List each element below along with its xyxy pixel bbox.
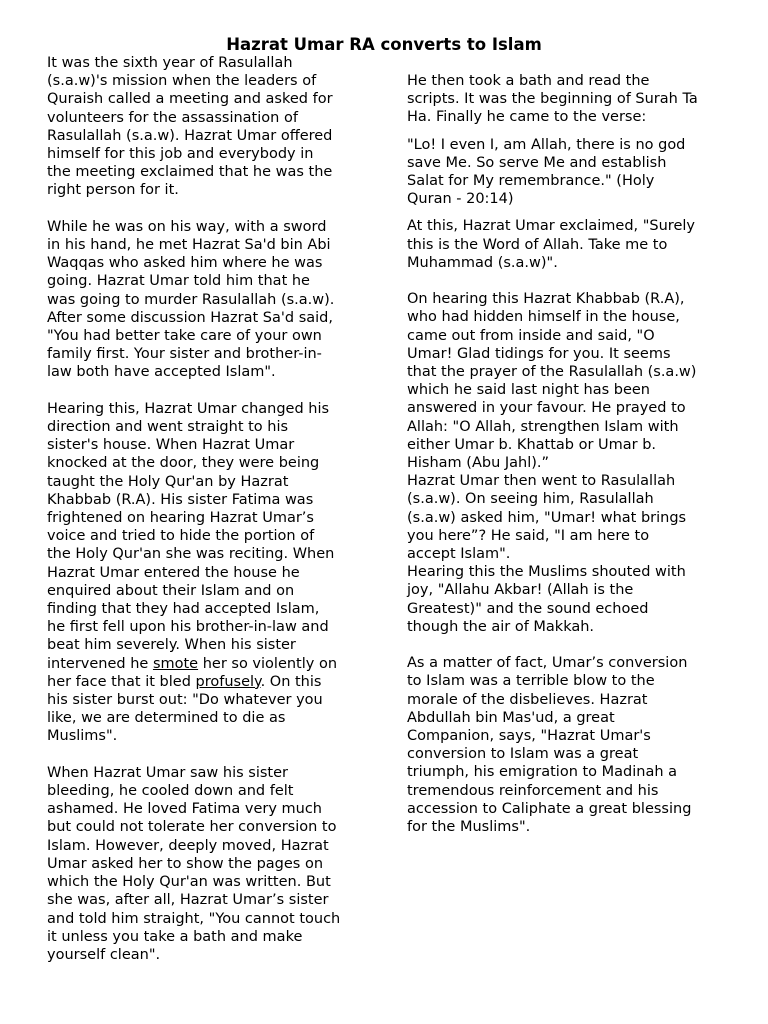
paragraph: On hearing this Hazrat Khabbab (R.A), who had hidden himself in the house, came out from inside and said, "O Umar! Glad tidings for you. It seems that the prayer of the Rasulallah (s.a.w) which he said last night has been answered in your favour. He prayed to Allah: "O Allah, strengthen Islam with either Umar b. Khattab or Umar b. Hisham (Abu Jahl).”	[407, 291, 697, 472]
paragraph: He then took a bath and read the scripts. It was the beginning of Surah Ta Ha. Finally he came to the verse:	[407, 73, 698, 126]
paragraph: At this, Hazrat Umar exclaimed, "Surely this is the Word of Allah. Take me to Muhammad (s.a.w)".	[407, 218, 695, 271]
paragraph: Hearing this the Muslims shouted with joy, "Allahu Akbar! (Allah is the Greatest)" and the sound echoed though the air of Makkah.	[407, 564, 686, 635]
left-column	[47, 54, 365, 964]
underlined-word-profusely: profusely	[195, 673, 261, 690]
paragraph: While he was on his way, with a sword in his hand, he met Hazrat Sa'd bin Abi Waqqas who asked him where he was going. Hazrat Umar told him that he was going to murder Rasulallah (s.a.w). After some discussion Hazrat Sa'd said, "You had better take care of your own family first. Your sister and brother-in- law both have accepted Islam".	[47, 218, 335, 381]
paragraph: As a matter of fact, Umar’s conversion to Islam was a terrible blow to the morale of the disbelieves. Hazrat Abdullah bin Mas'ud, a great Companion, says, "Hazrat Umar's conversion to Islam was a great triumph, his emigration to Madinah a tremendous reinforcement and his accession to Caliphate a great blessing for the Muslims".	[407, 655, 692, 836]
paragraph: It was the sixth year of Rasulallah (s.a.w)'s mission when the leaders of Quraish called a meeting and asked for volunteers for the assassination of Rasulallah (s.a.w). Hazrat Umar offered himself for this job and everybody in the meeting exclaimed that he was the right person for it.	[47, 55, 333, 199]
right-column	[407, 72, 725, 836]
text-run: her so violently on her face that it bled	[47, 655, 338, 690]
text-run: Hearing this, Hazrat Umar changed his direction and went straight to his sister's house. When Hazrat Umar knocked at the door, they were being taught the Holy Qur'an by Hazrat Khabbab (R.A). His sister Fatima was frightened on hearing Hazrat Umar’s voice and tried to hide the portion of the Holy Qur'an she was reciting. When Hazrat Umar entered the house he enquired about their Islam and on finding that they had accepted Islam, he first fell upon his brother-in-law and beat him severely. When his sister intervened he	[47, 400, 335, 672]
verse-quote: "Lo! I even I, am Allah, there is no god save Me. So serve Me and establish Salat for My remembrance." (Holy Quran - 20:14)	[407, 136, 686, 208]
paragraph: Hazrat Umar then went to Rasulallah (s.a.w). On seeing him, Rasulallah (s.a.w) asked him, "Umar! what brings you here”? He said, "I am here to accept Islam".	[407, 473, 687, 563]
paragraph: When Hazrat Umar saw his sister bleeding, he cooled down and felt ashamed. He loved Fatima very much but could not tolerate her conversion to Islam. However, deeply moved, Hazrat Umar asked her to show the pages on which the Holy Qur'an was written. But she was, after all, Hazrat Umar’s sister and told him straight, "You cannot touch it unless you take a bath and make yourself clean".	[47, 764, 341, 963]
underlined-word-smote: smote	[152, 655, 199, 672]
paragraph	[47, 400, 365, 746]
text-run: . On this his sister burst out: "Do whatever you like, we are determined to die as Muslims".	[47, 673, 323, 745]
document-title: Hazrat Umar RA converts to Islam	[226, 35, 542, 54]
